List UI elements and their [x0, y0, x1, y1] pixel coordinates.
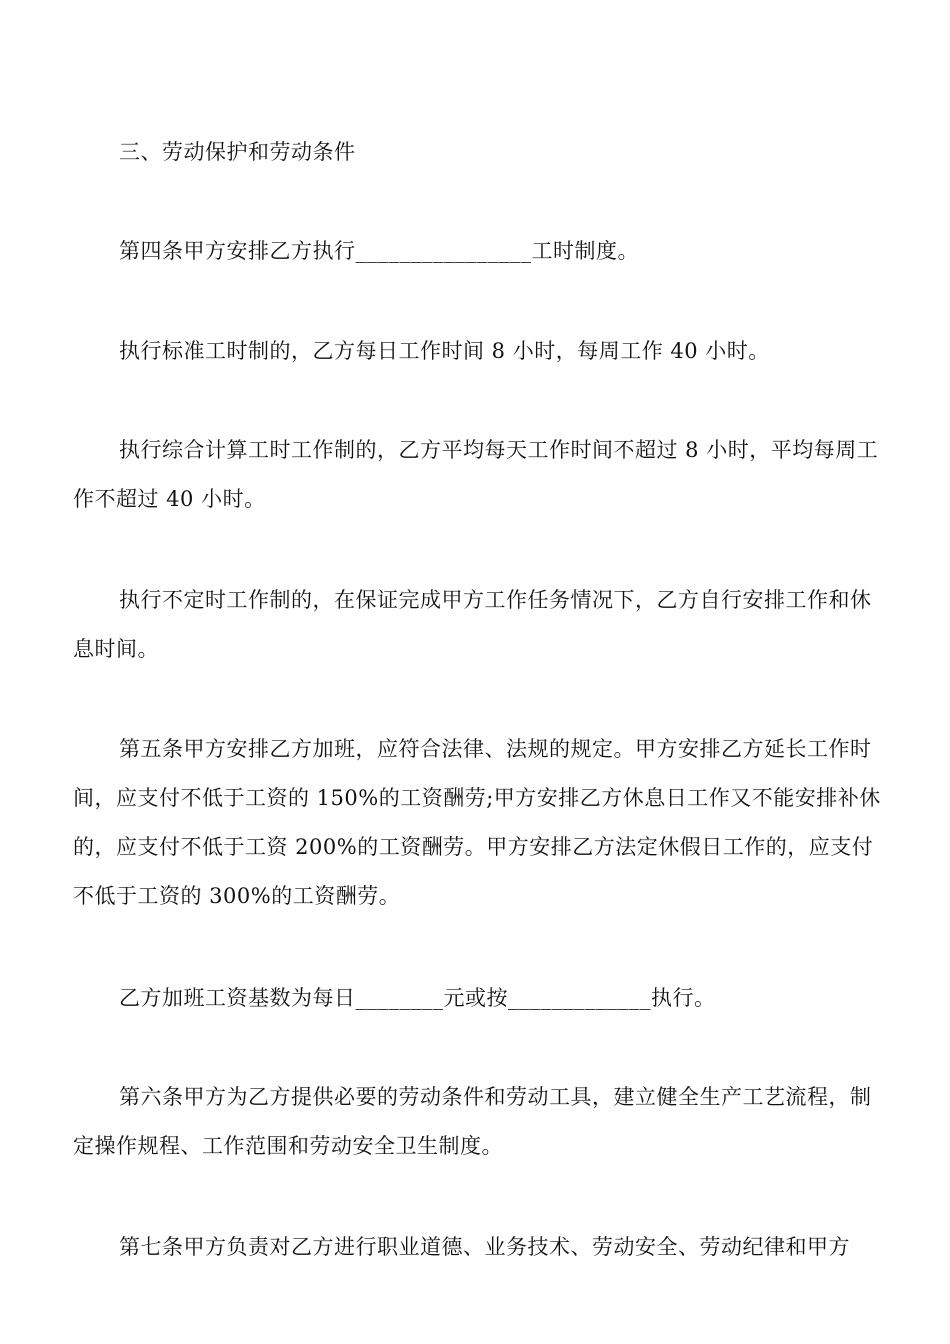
paragraph-standard-hours: 执行标准工时制的，乙方每日工作时间 8 小时，每周工作 40 小时。 — [119, 339, 770, 363]
paragraph-article-7: 第七条甲方负责对乙方进行职业道德、业务技术、劳动安全、劳动纪律和甲方 — [119, 1235, 850, 1259]
paragraph-comprehensive-hours: 执行综合计算工时工作制的，乙方平均每天工作时间不超过 8 小时，平均每周工作不超过 40 小时。 — [73, 438, 879, 511]
paragraph-flexible-hours: 执行不定时工作制的，在保证完成甲方工作任务情况下，乙方自行安排工作和休息时间。 — [73, 588, 872, 661]
paragraph-article-4: 第四条甲方安排乙方执行________________工时制度。 — [119, 239, 639, 263]
paragraph-article-6: 第六条甲方为乙方提供必要的劳动条件和劳动工具，建立健全生产工艺流程，制定操作规程、工作范围和劳动安全卫生制度。 — [73, 1085, 872, 1158]
paragraph-overtime-base: 乙方加班工资基数为每日________元或按_____________执行。 — [119, 986, 716, 1010]
paragraph-article-5: 第五条甲方安排乙方加班，应符合法律、法规的规定。甲方安排乙方延长工作时间，应支付不低于工资的 150%的工资酬劳;甲方安排乙方休息日工作又不能安排补休的，应支付不低于工资 200%的工资酬劳。甲方安排乙方法定休假日工作的，应支付不低于工资的 300%的工资酬劳。 — [73, 737, 881, 908]
section-heading: 三、劳动保护和劳动条件 — [119, 140, 356, 164]
